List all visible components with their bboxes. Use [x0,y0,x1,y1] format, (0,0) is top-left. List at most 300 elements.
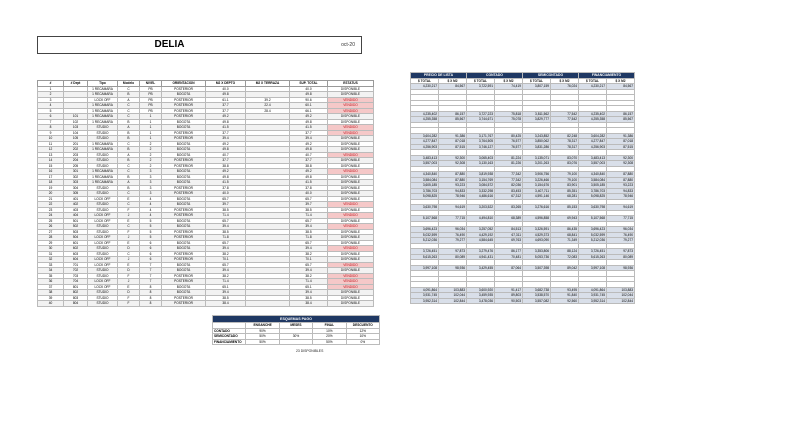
table-cell: 1 [140,114,162,120]
status-cell: VENDIDO [328,103,374,109]
status-cell: VENDIDO [328,108,374,114]
units-header-cell: Modelo [118,81,140,87]
table-cell: C [118,103,140,109]
price-subheader: $ X M2 [495,78,523,84]
price-cell: 77,715 [607,216,635,222]
price-cell: 88,124 [551,249,579,255]
price-cell: 85,153 [551,205,579,211]
table-cell: 401 [64,196,88,202]
table-cell: 3 [140,191,162,197]
price-subheader: $ X M2 [439,78,467,84]
table-row [213,339,380,345]
price-cell: 78,946 [439,194,467,200]
status-cell: VENDIDO [328,130,374,136]
price-cell: 3,605,185 [411,183,439,189]
price-cell: 4,230,217 [411,84,439,90]
price-cell: 5,032,599 [579,232,607,238]
table-cell: STUDIO [88,268,118,274]
table-cell: 71.8 [206,235,246,241]
table-cell: 1 [140,136,162,142]
table-cell: STUDIO [88,158,118,164]
table-cell: 105 [64,136,88,142]
table-cell: 66.1 [290,108,328,114]
table-cell: STUDIO [88,130,118,136]
table-cell: 103 [64,125,88,131]
price-cell: 3,726,451 [411,249,439,255]
price-cell: 68,841 [551,232,579,238]
price-cell: 98,936 [439,265,467,271]
price-cell: 77,542 [551,117,579,123]
table-cell: 40.0 [206,191,246,197]
price-cell: 5,053,736 [523,254,551,260]
status-cell: DISPONIBLE [328,180,374,186]
price-cell: 5,212,036 [411,238,439,244]
table-cell: 6 [140,251,162,257]
table-cell: A [118,125,140,131]
table-cell: STUDIO [88,224,118,230]
status-cell: VENDIDO [328,262,374,268]
table-cell: 802 [64,290,88,296]
price-cell: 86,157 [607,111,635,117]
table-cell: F [118,301,140,307]
units-header-cell: M2 X TERRAZA [246,81,290,87]
price-cell: 3,201,263 [523,161,551,167]
table-cell: A [118,180,140,186]
table-cell: 34 [38,268,64,274]
price-cell: 91,840 [551,293,579,299]
table-cell: 39.4 [290,246,328,252]
price-cell: 79,277 [439,238,467,244]
table-cell: 31 [38,251,64,257]
table-cell: 61.1 [206,97,246,103]
table-cell: LOCK OFF [88,196,118,202]
price-cell: 83,901 [551,183,579,189]
status-cell: DISPONIBLE [328,295,374,301]
payment-plan-cell: 0% [346,339,379,345]
price-cell: 98,936 [607,265,635,271]
table-cell: BOGOTA [162,240,206,246]
table-cell: 8 [140,290,162,296]
price-cell: 3,630,798 [411,205,439,211]
price-group-header: FINANCIAMIENTO [579,73,635,79]
price-cell: 4,429,192 [467,232,495,238]
table-cell: 703 [64,273,88,279]
table-cell: J [118,213,140,219]
table-cell: C [118,163,140,169]
price-cell: 76,024 [551,84,579,90]
price-cell: 5,107,568 [579,216,607,222]
price-cell: 3,459,935 [467,293,495,299]
table-cell: 6 [140,240,162,246]
price-cell: 81,226 [495,161,523,167]
table-cell: POSTERIOR [162,257,206,263]
table-cell: 38.4 [290,301,328,307]
table-cell: BOGOTA [162,169,206,175]
status-cell: DISPONIBLE [328,86,374,92]
table-cell: 40.7 [206,152,246,158]
price-cell: 85,567 [607,117,635,123]
table-cell: 9 [38,130,64,136]
table-cell: 27 [38,229,64,235]
price-cell: 81,224 [495,155,523,161]
table-cell: STUDIO [88,246,118,252]
price-cell: 79,100 [551,177,579,183]
table-cell: C [118,108,140,114]
table-cell: POSTERIOR [162,273,206,279]
table-cell: 49.8 [290,119,328,125]
price-cell: 3,279,476 [467,249,495,255]
table-cell: 39 [38,295,64,301]
table-cell: BOGOTA [162,174,206,180]
table-cell: 65.7 [206,262,246,268]
prices-table [410,72,635,304]
status-cell: VENDIDO [328,202,374,208]
table-cell: 3 [140,174,162,180]
table-cell: B [118,119,140,125]
price-cell: 3,483,413 [579,155,607,161]
table-cell: 60.1 [290,103,328,109]
table-cell: B [118,185,140,191]
payment-plan-header: ENGANCHE [246,323,279,329]
price-cell: 3,786,703 [411,188,439,194]
table-cell: STUDIO [88,125,118,131]
table-cell: 5 [140,218,162,224]
table-cell: LOCK OFF [88,240,118,246]
table-cell: BOGOTA [162,246,206,252]
price-cell: 4,340,840 [411,172,439,178]
price-cell: 4,277,847 [579,139,607,145]
table-cell: 23 [38,207,64,213]
table-cell: 30 [38,246,64,252]
table-cell: 65.1 [206,284,246,290]
table-cell: 49.2 [290,114,328,120]
price-cell: 87,880 [607,177,635,183]
table-cell: 403 [64,207,88,213]
table-cell: BOGOTA [162,224,206,230]
price-cell: 102,044 [607,293,635,299]
payment-plan-cell: 50% [313,339,346,345]
table-cell: 803 [64,295,88,301]
price-cell: 82,248 [551,133,579,139]
table-cell: D [118,268,140,274]
price-group-header: PRECIO DE LISTA [411,73,467,79]
table-cell: POSTERIOR [162,136,206,142]
price-cell: 4,091,864 [411,287,439,293]
price-cell: 87,018 [439,139,467,145]
table-cell: LOCK OFF [88,257,118,263]
table-cell: LOCK OFF [88,279,118,285]
price-cell: 77,342 [495,177,523,183]
payment-plan-header: MESES [279,323,312,329]
payment-plan-label: FINANCIAMIENTO [213,339,246,345]
table-cell: 65.7 [206,240,246,246]
table-cell: 39.4 [206,246,246,252]
price-cell: 3,744,671 [467,117,495,123]
table-cell: E [118,218,140,224]
table-cell: LOCK OFF [88,97,118,103]
table-cell: BOGOTA [162,152,206,158]
table-cell: POSTERIOR [162,301,206,307]
price-cell: 3,682,738 [523,287,551,293]
price-cell: 78,317 [551,144,579,150]
price-cell: 74,419 [495,84,523,90]
table-cell: 7 [140,268,162,274]
price-cell: 3,604,282 [411,133,439,139]
table-cell: 8 [38,125,64,131]
price-cell: 70,481 [495,254,523,260]
price-cell: 102,844 [607,298,635,304]
table-cell: 1 RECAMARA [88,119,118,125]
price-subheader: $ TOTAL [467,78,495,84]
table-cell: 6 [140,246,162,252]
table-cell: 65.7 [206,196,246,202]
table-cell: BOGOTA [162,92,206,98]
table-cell: 603 [64,251,88,257]
table-cell: 1 [140,119,162,125]
price-cell: 4,256,903 [411,144,439,150]
price-cell: 3,483,413 [411,155,439,161]
price-cell: 97,873 [607,249,635,255]
price-cell: 3,326,591 [523,227,551,233]
table-cell: 7 [140,273,162,279]
payment-plan-cell: 20% [313,334,346,340]
table-cell: POSTERIOR [162,279,206,285]
status-cell: DISPONIBLE [328,147,374,153]
price-cell: 91,417 [495,287,523,293]
table-cell: BOGOTA [162,202,206,208]
table-cell: 37 [38,284,64,290]
table-cell: POSTERIOR [162,235,206,241]
price-cell: 89,042 [551,265,579,271]
price-cell: 69,763 [495,238,523,244]
units-header-cell: Tipo [88,81,118,87]
status-cell: DISPONIBLE [328,268,374,274]
price-cell: 85,567 [439,117,467,123]
price-cell: 3,931,745 [579,293,607,299]
table-cell: 17 [38,174,64,180]
price-cell: 90,503 [495,298,523,304]
table-cell: 504 [64,235,88,241]
table-cell: E [118,240,140,246]
table-cell: 4 [38,103,64,109]
price-cell: 96,034 [439,227,467,233]
price-cell: 3,786,703 [579,188,607,194]
table-cell: STUDIO [88,185,118,191]
table-cell: POSTERIOR [162,114,206,120]
table-cell: 7 [140,279,162,285]
price-cell: 96,034 [607,227,635,233]
table-cell: 305 [64,191,88,197]
price-cell: 3,243,852 [523,133,551,139]
table-cell: 38.4 [206,301,246,307]
price-cell: 87,515 [607,144,635,150]
price-cell: 77,715 [439,216,467,222]
table-cell: C [118,191,140,197]
table-cell: POSTERIOR [162,213,206,219]
table-cell: 38.2 [206,251,246,257]
price-cell: 92,308 [607,161,635,167]
price-cell: 3,507,398 [523,265,551,271]
table-cell: 502 [64,224,88,230]
table-cell: 3 [38,97,64,103]
table-cell: 22.4 [246,103,290,109]
price-cell: 3,135,071 [523,155,551,161]
table-cell: 35 [38,273,64,279]
status-cell: DISPONIBLE [328,136,374,142]
table-cell: 38.5 [290,229,328,235]
table-cell: STUDIO [88,136,118,142]
status-cell: DISPONIBLE [328,257,374,263]
price-cell: 3,600,920 [467,287,495,293]
price-cell: 68,281 [551,194,579,200]
price-cell: 87,880 [607,172,635,178]
table-cell: 10 [38,136,64,142]
table-cell: C [118,224,140,230]
table-cell: 20 [38,191,64,197]
table-cell: 1 RECAMARA [88,169,118,175]
table-cell: BOGOTA [162,196,206,202]
price-cell: 3,811,562 [523,111,551,117]
table-cell: 303 [64,180,88,186]
price-cell: 102,844 [439,298,467,304]
table-cell: 49.2 [206,114,246,120]
price-cell: 84,513 [495,227,523,233]
table-cell: 65.7 [290,218,328,224]
table-cell: 2 [140,147,162,153]
status-cell: DISPONIBLE [328,218,374,224]
price-cell: 4,596,858 [523,216,551,222]
table-cell: 39.7 [206,202,246,208]
table-cell: POSTERIOR [162,86,206,92]
table-cell: BOGOTA [162,119,206,125]
price-cell: 92,560 [551,298,579,304]
table-cell: STUDIO [88,229,118,235]
table-cell: PB [140,108,162,114]
table-cell: POSTERIOR [162,97,206,103]
status-cell: VENDIDO [328,169,374,175]
payment-plan-cell: 10% [313,328,346,334]
table-cell: STUDIO [88,290,118,296]
status-cell: DISPONIBLE [328,119,374,125]
table-cell: E [118,262,140,268]
table-cell: 49.2 [290,169,328,175]
table-cell: 1 RECAMARA [88,174,118,180]
table-cell: 49.8 [290,174,328,180]
table-cell: 24 [38,213,64,219]
table-cell: C [118,251,140,257]
table-cell: B [118,136,140,142]
table-cell: E [118,196,140,202]
table-cell: POSTERIOR [162,185,206,191]
table-cell: 601 [64,240,88,246]
table-cell: 39.4 [290,136,328,142]
table-cell: BOGOTA [162,268,206,274]
price-cell: 3,407,711 [523,188,551,194]
table-cell: J [118,279,140,285]
price-cell: 102,044 [439,293,467,299]
status-cell: DISPONIBLE [328,301,374,307]
payment-plan-cell: 30% [279,334,312,340]
table-cell: 49.8 [206,92,246,98]
table-cell: C [118,169,140,175]
table-cell: LOCK OFF [88,262,118,268]
table-cell: 38.5 [290,207,328,213]
price-cell: 4,277,847 [411,139,439,145]
price-cell: 5,098,825 [411,194,439,200]
table-cell: 7 [38,119,64,125]
status-cell: DISPONIBLE [328,174,374,180]
payment-plan-table [212,315,380,345]
price-cell: 3,726,451 [579,249,607,255]
table-cell: 1 RECAMARA [88,108,118,114]
table-cell: BOGOTA [162,125,206,131]
status-cell: DISPONIBLE [328,207,374,213]
price-cell: 4,693,090 [523,238,551,244]
table-cell: 2 [140,152,162,158]
price-cell: 84,567 [439,84,467,90]
table-cell: 38.2 [206,273,246,279]
price-group-header: CONTADO [467,73,523,79]
table-cell: 71.4 [206,279,246,285]
table-cell: 41.5 [290,125,328,131]
price-cell: 3,154,769 [467,177,495,183]
price-cell: 4,941,431 [467,254,495,260]
table-cell: 6 [140,257,162,263]
table-cell: 37.8 [290,185,328,191]
sheet-title-bar [37,36,362,54]
table-cell: 36 [38,279,64,285]
table-cell: 2 [140,163,162,169]
table-cell: 102 [64,119,88,125]
price-cell: 3,829,777 [523,117,551,123]
table-cell: 39.4 [206,268,246,274]
table-cell: 204 [64,158,88,164]
table-cell: 39.4 [206,136,246,142]
table-cell: 70.1 [290,257,328,263]
price-cell: 79,100 [551,172,579,178]
table-cell: 101 [64,114,88,120]
table-cell: STUDIO [88,202,118,208]
table-cell: 38.8 [290,163,328,169]
table-cell: 19 [38,185,64,191]
table-cell: B [118,92,140,98]
table-cell: BOGOTA [162,180,206,186]
table-cell: 2 [38,92,64,98]
table-cell: 1 RECAMARA [88,86,118,92]
price-subheader: $ TOTAL [523,78,551,84]
table-cell: 41.5 [290,180,328,186]
table-cell: 16 [38,169,64,175]
table-cell: PB [140,92,162,98]
status-cell: DISPONIBLE [328,191,374,197]
units-header-cell: ORIENTACION [162,81,206,87]
price-cell: 4,494,810 [467,216,495,222]
status-cell: VENDIDO [328,125,374,131]
price-cell: 4,486,616 [467,194,495,200]
table-cell: STUDIO [88,301,118,307]
table-cell: 25 [38,218,64,224]
table-cell: LOCK OFF [88,213,118,219]
table-cell: BOGOTA [162,141,206,147]
table-cell: 2 [140,141,162,147]
status-cell: DISPONIBLE [328,114,374,120]
price-cell: 86,157 [439,111,467,117]
table-cell: PB [140,86,162,92]
table-cell: 301 [64,169,88,175]
table-cell: F [118,229,140,235]
table-cell: 49.2 [290,141,328,147]
table-cell: 203 [64,152,88,158]
